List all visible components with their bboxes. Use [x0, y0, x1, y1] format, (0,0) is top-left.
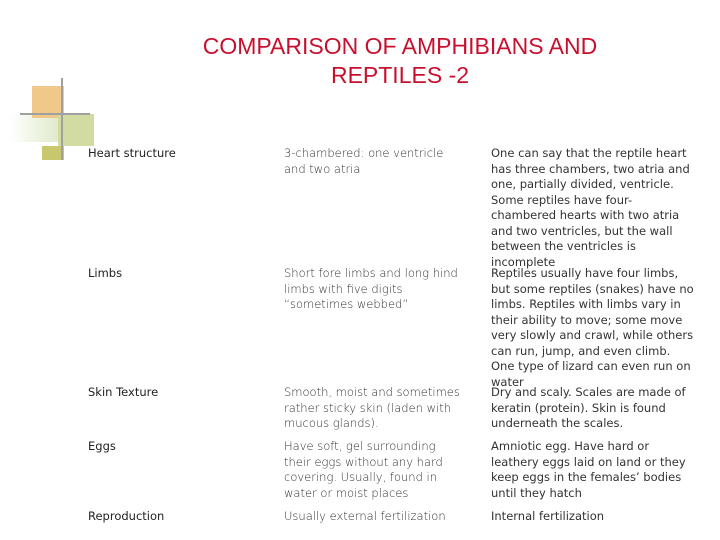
- decorative-block-left: [10, 114, 64, 142]
- reptile-cell: Amniotic egg. Have hard or leathery eggs laid on land or they keep eggs in the females’ bodies until they hatch: [491, 439, 686, 500]
- decorative-vertical-line: [61, 78, 63, 160]
- decorative-horizontal-line: [20, 113, 90, 115]
- feature-cell: Heart structure: [88, 146, 176, 160]
- comparison-table: [88, 146, 708, 533]
- amphibian-cell: Have soft, gel surrounding their eggs without any hard covering. Usually, found in water or moist places: [284, 439, 443, 500]
- amphibian-cell: Short fore limbs and long hind limbs with five digits “sometimes webbed”: [284, 266, 458, 311]
- feature-cell: Skin Texture: [88, 385, 159, 399]
- table-row: [88, 146, 708, 269]
- table-row: [88, 509, 708, 533]
- amphibian-cell: Smooth, moist and sometimes rather sticky skin (laden with mucous glands).: [284, 385, 460, 430]
- table-row: [88, 439, 708, 509]
- amphibian-cell: Usually external fertilization: [284, 509, 446, 523]
- slide-title: COMPARISON OF AMPHIBIANS AND REPTILES -2: [202, 33, 598, 88]
- reptile-cell: Reptiles usually have four limbs, but some reptiles (snakes) have no limbs. Reptiles with limbs vary in their ability to move; some move very slowly and crawl, while others can run, jump, and even climb. One type of lizard can even run on water: [491, 266, 694, 389]
- reptile-cell: One can say that the reptile heart has three chambers, two atria and one, partially divided, ventricle. Some reptiles have four-chambered hearts with two atria and two ventricles, but the wall between the ventricles is incomplete: [491, 146, 690, 269]
- table-row: [88, 266, 708, 389]
- table-row: [88, 385, 708, 439]
- feature-cell: Limbs: [88, 266, 123, 280]
- reptile-cell: Dry and scaly. Scales are made of keratin (protein). Skin is found underneath the scales.: [491, 385, 686, 430]
- amphibian-cell: 3-chambered: one ventricle and two atria: [284, 146, 444, 176]
- reptile-cell: Internal fertilization: [491, 509, 605, 523]
- feature-cell: Eggs: [88, 439, 116, 453]
- decorative-block-green: [58, 114, 94, 146]
- feature-cell: Reproduction: [88, 509, 165, 523]
